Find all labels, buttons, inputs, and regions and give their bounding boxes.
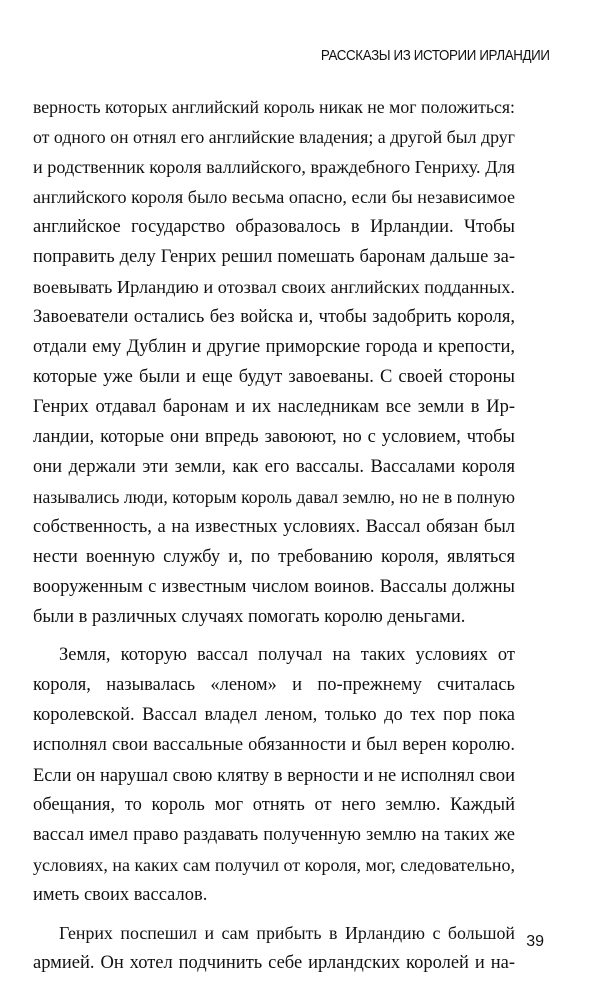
text-line: воевывать Ирландию и отозвал своих английских подданных. xyxy=(33,277,515,297)
text-line: английское государство образовалось в Ирландии. Чтобы xyxy=(33,217,515,237)
text-line: армией. Он хотел подчинить себе ирландских королей и на- xyxy=(33,953,515,973)
text-line: иметь своих вассалов. xyxy=(33,885,208,905)
text-line: нести военную службу и, по требованию короля, являться xyxy=(33,547,515,567)
text-line: Генрих поспешил и сам прибыть в Ирландию с большой xyxy=(59,923,515,943)
text-line: от одного он отнял его английские владения; а другой был друг xyxy=(33,127,515,147)
text-line: собственность, а на известных условиях. Вассал обязан был xyxy=(33,517,515,537)
text-line: исполнял свои вассальные обязанности и был верен королю. xyxy=(33,735,515,755)
text-line: ландии, которые они впредь завоюют, но с условием, чтобы xyxy=(33,427,515,447)
text-line: английского короля было весьма опасно, если бы независимое xyxy=(33,187,515,207)
paragraph-spacing xyxy=(33,632,515,640)
text-line: королевской. Вассал владел леном, только до тех пор пока xyxy=(33,705,515,725)
paragraph xyxy=(33,918,515,978)
text-line: вассал имел право раздавать полученную землю на таких же xyxy=(33,825,515,845)
text-line: поправить делу Генрих решил помешать баронам дальше за- xyxy=(33,247,515,267)
text-line: были в различных случаях помогать королю деньгами. xyxy=(33,607,466,627)
text-line: которые уже были и еще будут завоеваны. С своей стороны xyxy=(33,367,515,387)
text-line: они держали эти земли, как его вассалы. Вассалами короля xyxy=(33,457,515,477)
text-line: Земля, которую вассал получал на таких условиях от xyxy=(59,645,515,665)
page-number: 39 xyxy=(526,933,544,950)
text-line: отдали ему Дублин и другие приморские города и крепости, xyxy=(33,337,515,357)
paragraph-spacing xyxy=(33,910,515,918)
text-line: обещания, то король мог отнять от него землю. Каждый xyxy=(33,795,515,815)
text-line: верность которых английский король никак не мог положиться: xyxy=(33,97,515,117)
text-line: условиях, на каких сам получил от короля, мог, следовательно, xyxy=(33,855,516,875)
running-head: РАССКАЗЫ ИЗ ИСТОРИИ ИРЛАНДИИ xyxy=(321,48,550,64)
text-line: назывались люди, которым король давал землю, но не в полную xyxy=(33,487,515,507)
paragraph xyxy=(33,640,515,910)
text-line: Генрих отдавал баронам и их наследникам все земли в Ир- xyxy=(33,397,515,417)
text-line: Завоеватели остались без войска и, чтобы задобрить короля, xyxy=(33,307,515,327)
text-line: вооруженным с известным числом воинов. Вассалы должны xyxy=(33,577,515,597)
body-text xyxy=(33,92,515,978)
text-line: короля, называлась «леном» и по-прежнему считалась xyxy=(33,675,515,695)
text-line: Если он нарушал свою клятву в верности и не исполнял свои xyxy=(33,765,515,785)
text-line: и родственник короля валлийского, враждебного Генриху. Для xyxy=(33,157,515,177)
paragraph xyxy=(33,92,515,632)
